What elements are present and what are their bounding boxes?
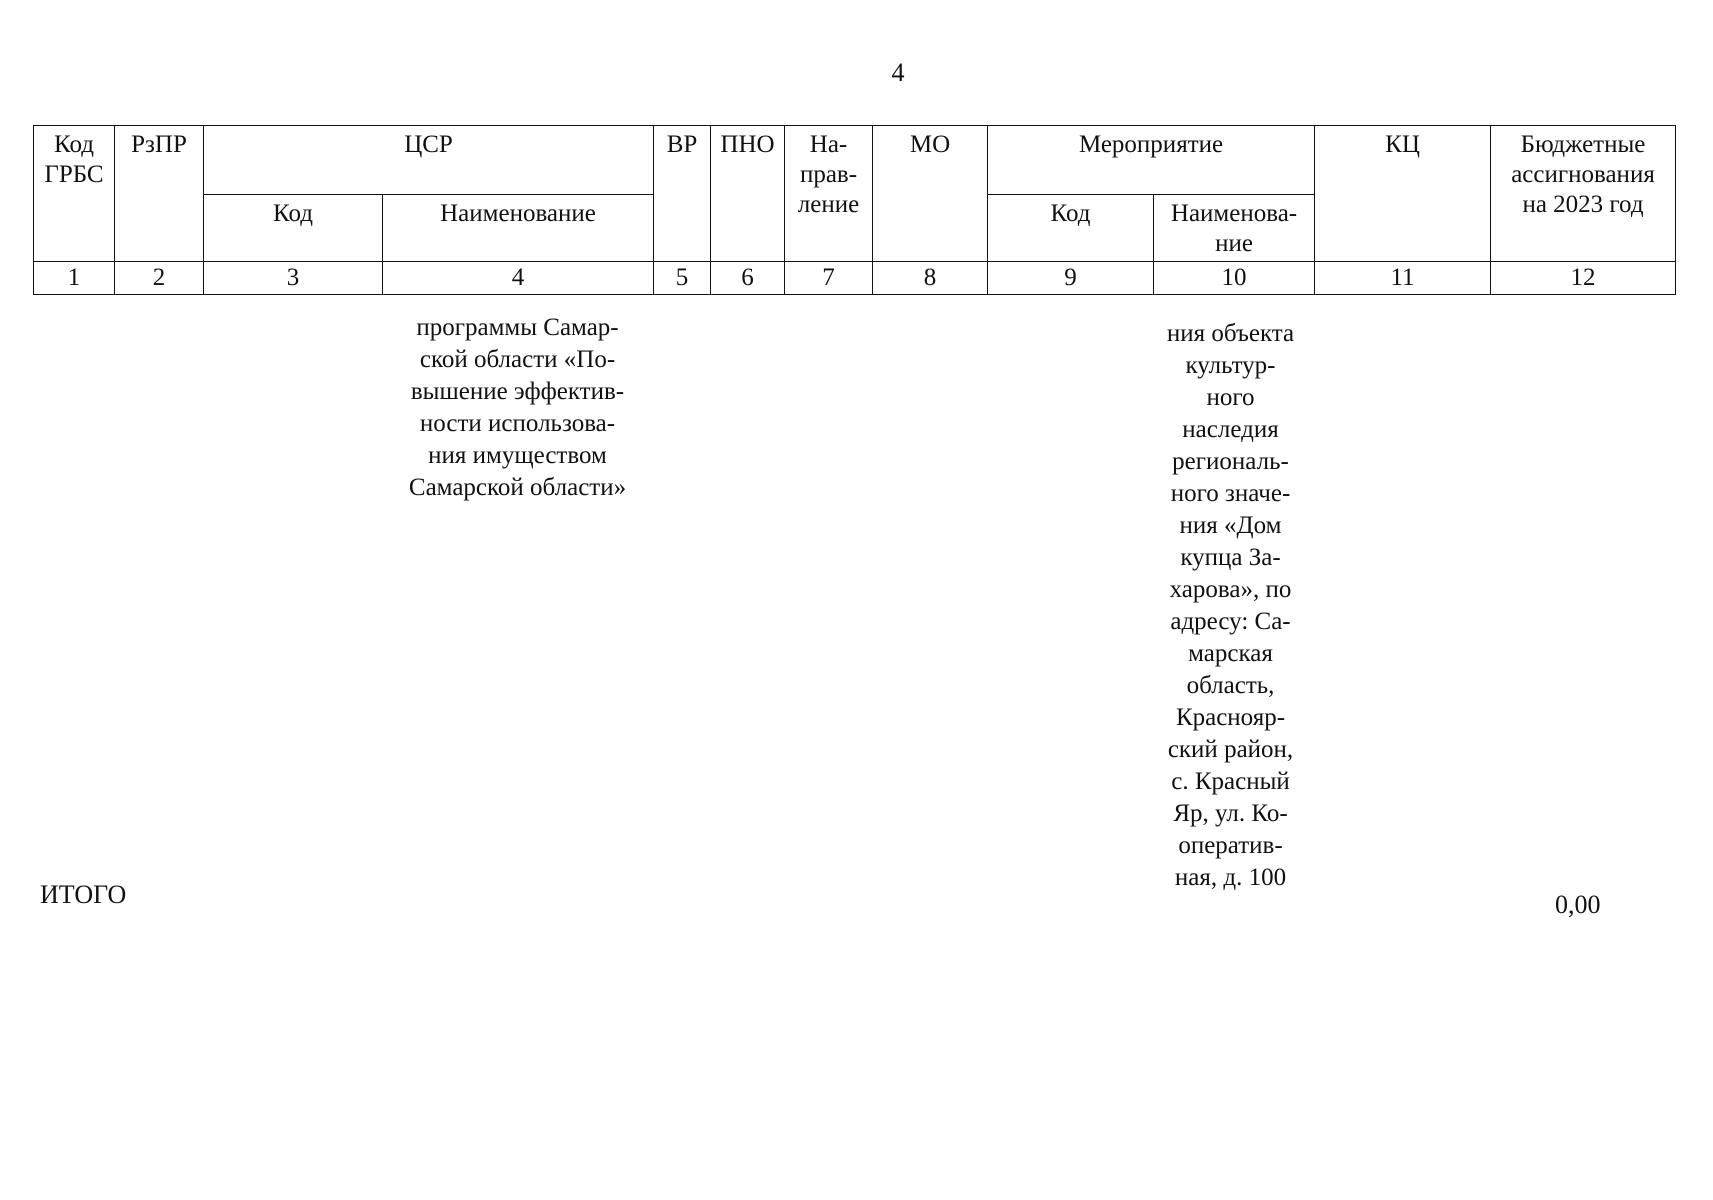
- header-meropriyatie: Мероприятие: [988, 126, 1315, 195]
- header-budget: Бюджетные ассигнования на 2023 год: [1491, 126, 1676, 262]
- column-number: 8: [873, 262, 988, 295]
- page-number: 4: [891, 58, 905, 87]
- header-kod-grbs: Код ГРБС: [34, 126, 115, 262]
- header-vr: ВР: [654, 126, 711, 262]
- header-csr: ЦСР: [204, 126, 654, 195]
- column-number: 11: [1315, 262, 1491, 295]
- meropriyatie-name-text: ния объекта культур- ного наследия региональ- ного значе- ния «Дом купца За- харова», по адресу: Са- марская область, Краснояр- ский район, с. Красный Яр, ул. Ко- оператив- ная, д. 100: [1166, 320, 1295, 891]
- column-number: 6: [711, 262, 785, 295]
- csr-name-text: программы Самар- ской области «По- вышение эффектив- ности использова- ния имуществом Самарской области»: [408, 314, 627, 501]
- header-csr-kod: Код: [204, 195, 383, 262]
- header-pno: ПНО: [711, 126, 785, 262]
- header-napravlenie: На- прав- ление: [785, 126, 873, 262]
- header-table: [33, 125, 1676, 295]
- column-number: 1: [34, 262, 115, 295]
- header-mo: МО: [873, 126, 988, 262]
- column-number: 3: [204, 262, 383, 295]
- header-csr-name: Наименование: [383, 195, 654, 262]
- header-kc: КЦ: [1315, 126, 1491, 262]
- column-number: 9: [988, 262, 1154, 295]
- column-number: 7: [785, 262, 873, 295]
- column-number: 2: [115, 262, 204, 295]
- header-mer-name: Наименова- ние: [1154, 195, 1315, 262]
- header-mer-kod: Код: [988, 195, 1154, 262]
- header-rzpr: РзПР: [115, 126, 204, 262]
- column-number: 4: [383, 262, 654, 295]
- total-value: 0,00: [1555, 890, 1601, 919]
- total-label: ИТОГО: [40, 880, 127, 909]
- column-number: 5: [654, 262, 711, 295]
- column-number: 10: [1154, 262, 1315, 295]
- column-number: 12: [1491, 262, 1676, 295]
